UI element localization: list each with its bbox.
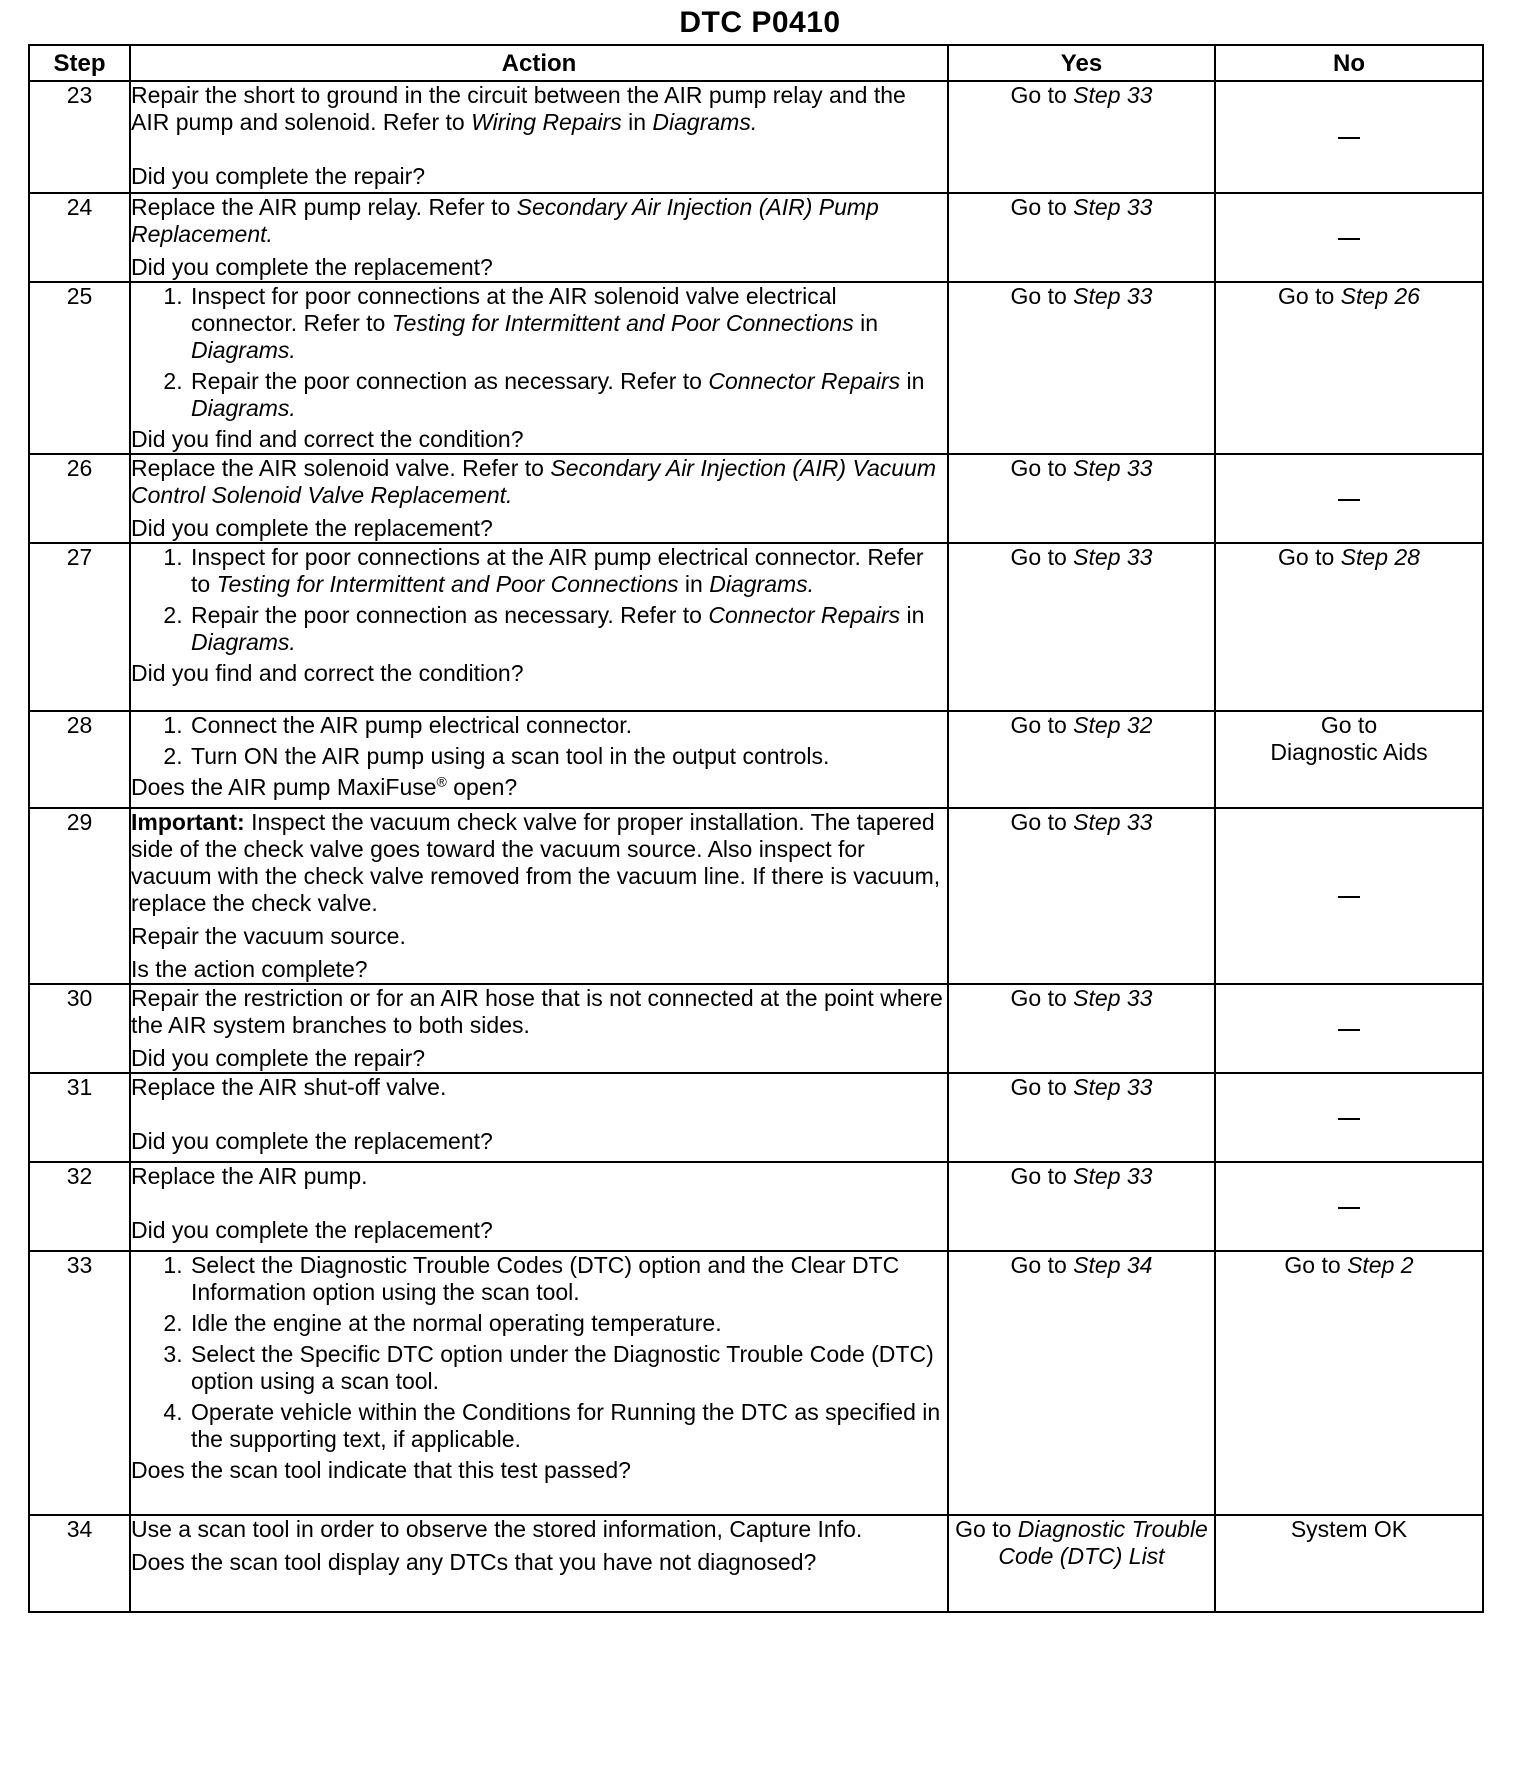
step-number: 27 [29, 543, 130, 711]
no-cell: System OK [1215, 1515, 1483, 1612]
action-text: Replace the AIR pump relay. Refer to Secondary Air Injection (AIR) Pump Replacement. [131, 194, 879, 247]
yes-cell: Go to Step 33 [948, 282, 1215, 454]
action-cell [130, 1073, 948, 1162]
no-cell [1215, 1162, 1483, 1251]
list-item: 3. Select the Specific DTC option under the Diagnostic Trouble Code (DTC) option using a scan tool. [189, 1341, 947, 1395]
action-cell [130, 1251, 948, 1515]
dtc-table [28, 44, 1484, 1613]
action-steps [131, 283, 947, 422]
no-cell [1215, 81, 1483, 193]
step-number: 24 [29, 193, 130, 282]
step-number: 26 [29, 454, 130, 543]
action-question: Did you complete the repair? [131, 1045, 426, 1071]
no-dash [1338, 1118, 1360, 1120]
table-row [29, 454, 1483, 543]
no-dash [1338, 1029, 1360, 1031]
table-row [29, 1251, 1483, 1515]
no-dash [1338, 137, 1360, 139]
no-cell [1215, 1073, 1483, 1162]
no-cell [1215, 984, 1483, 1073]
step-number: 25 [29, 282, 130, 454]
list-item: 2. Idle the engine at the normal operating temperature. [189, 1310, 947, 1337]
action-cell [130, 543, 948, 711]
action-question: Did you complete the replacement? [131, 254, 493, 280]
yes-cell: Go to Step 33 [948, 808, 1215, 984]
action-text: Replace the AIR solenoid valve. Refer to Secondary Air Injection (AIR) Vacuum Control Solenoid Valve Replacement. [131, 455, 936, 508]
header-step: Step [29, 45, 130, 81]
no-cell [1215, 454, 1483, 543]
no-cell: Go to Diagnostic Aids [1215, 711, 1483, 808]
list-item: 1. Inspect for poor connections at the AIR solenoid valve electrical connector. Refer to Testing for Intermittent and Poor Connections in Diagrams. [189, 283, 947, 364]
header-action: Action [130, 45, 948, 81]
action-text: Repair the short to ground in the circuit between the AIR pump relay and the AIR pump and solenoid. Refer to Wiring Repairs in Diagrams. [131, 82, 906, 135]
yes-cell: Go to Step 33 [948, 1162, 1215, 1251]
action-text: Replace the AIR shut-off valve. [131, 1074, 447, 1100]
yes-cell: Go to Step 33 [948, 1073, 1215, 1162]
action-question: Did you find and correct the condition? [131, 660, 524, 686]
step-number: 33 [29, 1251, 130, 1515]
table-row [29, 543, 1483, 711]
yes-cell: Go to Step 34 [948, 1251, 1215, 1515]
important-note: Important: Inspect the vacuum check valve for proper installation. The tapered side of the check valve goes toward the vacuum source. Also inspect for vacuum with the check valve removed from the vacuum line. If there is vacuum, replace the check valve. [131, 809, 941, 916]
action-cell [130, 282, 948, 454]
yes-cell: Go to Step 33 [948, 81, 1215, 193]
action-cell [130, 1162, 948, 1251]
action-steps [131, 1252, 947, 1453]
action-question: Did you complete the repair? [131, 163, 426, 189]
step-number: 23 [29, 81, 130, 193]
action-question: Did you complete the replacement? [131, 1217, 493, 1243]
step-number: 31 [29, 1073, 130, 1162]
no-cell: Go to Step 2 [1215, 1251, 1483, 1515]
action-text: Repair the restriction or for an AIR hose that is not connected at the point where the AIR system branches to both sides. [131, 985, 943, 1038]
yes-cell: Go to Step 32 [948, 711, 1215, 808]
action-question: Does the AIR pump MaxiFuse® open? [131, 773, 518, 800]
table-row [29, 711, 1483, 808]
action-cell [130, 711, 948, 808]
action-text: Replace the AIR pump. [131, 1163, 368, 1189]
yes-cell: Go to Step 33 [948, 543, 1215, 711]
table-row [29, 1162, 1483, 1251]
list-item: 4. Operate vehicle within the Conditions for Running the DTC as specified in the supporting text, if applicable. [189, 1399, 947, 1453]
table-row [29, 81, 1483, 193]
action-question: Did you complete the replacement? [131, 1128, 493, 1154]
action-cell [130, 81, 948, 193]
no-dash [1338, 238, 1360, 240]
action-cell [130, 193, 948, 282]
list-item: 2. Repair the poor connection as necessary. Refer to Connector Repairs in Diagrams. [189, 368, 947, 422]
action-cell [130, 1515, 948, 1612]
yes-step-ref: Step 33 [1073, 82, 1153, 108]
yes-cell: Go to Diagnostic Trouble Code (DTC) List [948, 1515, 1215, 1612]
yes-cell: Go to Step 33 [948, 193, 1215, 282]
no-dash [1338, 896, 1360, 898]
header-no: No [1215, 45, 1483, 81]
action-question: Does the scan tool indicate that this test passed? [131, 1457, 631, 1483]
yes-cell: Go to Step 33 [948, 984, 1215, 1073]
step-number: 30 [29, 984, 130, 1073]
action-question: Did you complete the replacement? [131, 515, 493, 541]
action-question: Did you find and correct the condition? [131, 426, 524, 452]
action-text: Use a scan tool in order to observe the stored information, Capture Info. [131, 1516, 863, 1542]
step-number: 29 [29, 808, 130, 984]
yes-cell: Go to Step 33 [948, 454, 1215, 543]
table-row [29, 282, 1483, 454]
no-cell [1215, 193, 1483, 282]
action-cell [130, 808, 948, 984]
action-question: Is the action complete? [131, 956, 368, 982]
list-item: 1. Inspect for poor connections at the AIR pump electrical connector. Refer to Testing for Intermittent and Poor Connections in Diagrams. [189, 544, 947, 598]
list-item: 1. Select the Diagnostic Trouble Codes (DTC) option and the Clear DTC Information option using the scan tool. [189, 1252, 947, 1306]
table-row [29, 984, 1483, 1073]
no-cell: Go to Step 28 [1215, 543, 1483, 711]
step-number: 34 [29, 1515, 130, 1612]
list-item: 1. Connect the AIR pump electrical connector. [189, 712, 947, 739]
action-question: Does the scan tool display any DTCs that you have not diagnosed? [131, 1549, 817, 1575]
action-steps [131, 712, 947, 770]
action-cell [130, 984, 948, 1073]
table-header-row [29, 45, 1483, 81]
no-dash [1338, 499, 1360, 501]
action-steps [131, 544, 947, 656]
page-title: DTC P0410 [679, 6, 841, 39]
table-row [29, 1515, 1483, 1612]
table-row [29, 808, 1483, 984]
header-yes: Yes [948, 45, 1215, 81]
no-cell: Go to Step 26 [1215, 282, 1483, 454]
action-cell [130, 454, 948, 543]
step-number: 28 [29, 711, 130, 808]
list-item: 2. Repair the poor connection as necessary. Refer to Connector Repairs in Diagrams. [189, 602, 947, 656]
action-text: Repair the vacuum source. [131, 923, 406, 949]
table-row [29, 1073, 1483, 1162]
no-cell [1215, 808, 1483, 984]
table-row [29, 193, 1483, 282]
list-item: 2. Turn ON the AIR pump using a scan tool in the output controls. [189, 743, 947, 770]
step-number: 32 [29, 1162, 130, 1251]
no-dash [1338, 1207, 1360, 1209]
